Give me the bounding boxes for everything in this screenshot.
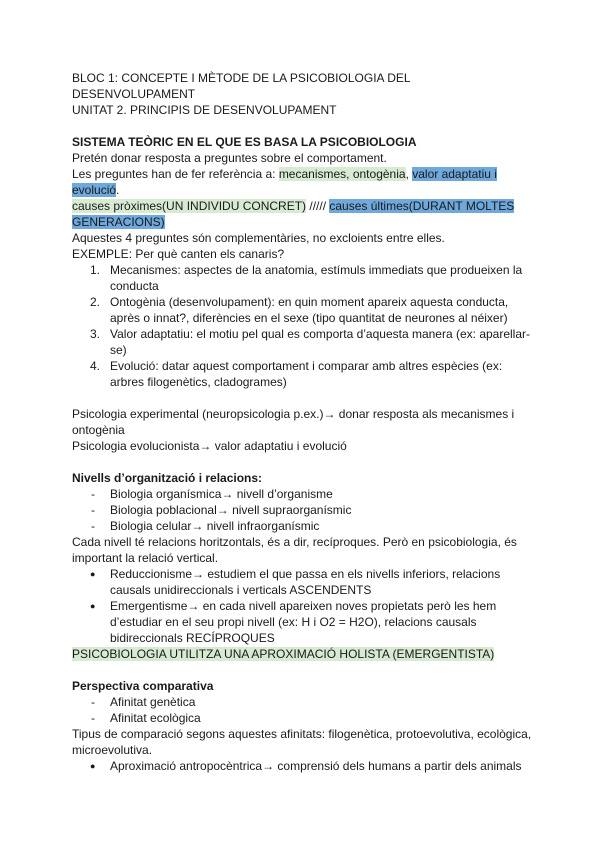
text-span: Les preguntes han de fer referència a: [72, 167, 279, 181]
section-1-paragraph-3 [72, 198, 532, 230]
highlight-green: PSICOBIOLOGIA UTILITZA UNA APROXIMACIÓ HOLISTA (EMERGENTISTA) [72, 647, 495, 661]
section-3-title: Perspectiva comparativa [72, 679, 214, 693]
highlight-green: mecanismes, ontogènia [278, 167, 406, 181]
list-item [72, 518, 532, 534]
header-line-3: UNITAT 2. PRINCIPIS DE DESENVOLUPAMENT [72, 103, 337, 117]
list-item-text: Afinitat genètica [110, 695, 196, 709]
section-1-paragraph-5: EXEMPLE: Per què canten els canaris? [72, 247, 285, 261]
list-item-text: Aproximació antropocèntrica→ comprensió dels humans a partir dels animals [110, 759, 522, 773]
numbered-list [72, 262, 532, 390]
bullet-marker: ● [90, 601, 96, 611]
section-1-paragraph-1: Pretén donar resposta a preguntes sobre el comportament. [72, 151, 387, 165]
list-item [72, 598, 532, 646]
list-marker: 1. [90, 263, 101, 277]
section-1-paragraph-6: Psicologia experimental (neuropsicologia p.ex.)→ donar resposta als mecanismes i ontogènia [72, 407, 515, 437]
highlight-blue: valor adaptatiu i evolució [72, 167, 497, 197]
list-item-text: Ontogènia (desenvolupament): en quin moment apareix aquesta conducta, après o innat?, diferències en el sexe (tipo quantitat de neurones al néixer) [110, 295, 509, 325]
list-item [72, 566, 532, 598]
dash-list [72, 486, 532, 534]
bullet-list [72, 758, 532, 774]
list-item [72, 694, 532, 710]
header-line-1: BLOC 1: CONCEPTE I MÈTODE DE LA PSICOBIOLOGIA DEL [72, 71, 411, 85]
section-1-paragraph-2 [72, 166, 532, 198]
list-item-text: Biologia celular→ nivell infraorganísmic [110, 519, 320, 533]
list-item-text: Reduccionisme→ estudiem el que passa en els nivells inferiors, relacions causals unidireccionals i verticals ASCENDENTS [110, 567, 501, 597]
bullet-marker: ● [90, 761, 96, 771]
list-item-text: Emergentisme→ en cada nivell apareixen noves propietats però les hem d’estudiar en el seu propi nivell (ex: H i O2 = H2O), relacions causals bidireccionals RECÍPROQUES [110, 599, 497, 645]
list-item [72, 502, 532, 518]
text-span: , [405, 167, 413, 181]
bullet-marker: ● [90, 569, 96, 579]
section-1-paragraph-7: Psicologia evolucionista→ valor adaptatiu i evolució [72, 439, 347, 453]
list-item-text: Mecanismes: aspectes de la anatomia, estímuls immediats que produeixen la conducta [110, 263, 523, 293]
list-item [72, 262, 532, 294]
text-span: . [116, 183, 120, 197]
list-marker: - [91, 487, 95, 501]
list-item [72, 358, 532, 390]
list-marker: - [91, 695, 95, 709]
list-item [72, 758, 532, 774]
document-body [72, 70, 532, 774]
section-1-paragraph-4: Aquestes 4 preguntes són complementàries, no excloients entre elles. [72, 231, 445, 245]
list-item-text: Afinitat ecològica [110, 711, 201, 725]
list-item [72, 326, 532, 358]
list-item-text: Biologia organísmica→ nivell d’organisme [110, 487, 333, 501]
section-1-title: SISTEMA TEÒRIC EN EL QUE ES BASA LA PSICOBIOLOGIA [72, 135, 417, 149]
section-2-title: Nivells d’organització i relacions: [72, 471, 263, 485]
list-marker: 4. [90, 359, 101, 373]
section-2-paragraph-2 [72, 646, 532, 662]
section-2-paragraph-1: Cada nivell té relacions horitzontals, és a dir, recíproques. Però en psicobiologia, és important la relació vertical. [72, 535, 517, 565]
list-item [72, 294, 532, 326]
list-item [72, 486, 532, 502]
text-span: ///// [306, 199, 330, 213]
header-line-2: DESENVOLUPAMENT [72, 87, 196, 101]
list-marker: - [91, 503, 95, 517]
list-marker: 3. [90, 327, 101, 341]
list-item [72, 710, 532, 726]
list-item-text: Evolució: datar aquest comportament i comparar amb altres espècies (ex: arbres filogenètics, cladogrames) [110, 359, 503, 389]
section-3-paragraph-1: Tipus de comparació segons aquestes afinitats: filogenètica, protoevolutiva, ecològica, microevolutiva. [72, 727, 532, 757]
list-item-text: Biologia poblacional→ nivell supraorganísmic [110, 503, 352, 517]
bullet-list [72, 566, 532, 646]
highlight-blue: causes últimes(DURANT MOLTES GENERACIONS) [72, 199, 515, 229]
highlight-green: causes pròximes(UN INDIVIDU CONCRET) [72, 199, 307, 213]
list-marker: 2. [90, 295, 101, 309]
list-marker: - [91, 519, 95, 533]
list-marker: - [91, 711, 95, 725]
dash-list [72, 694, 532, 726]
list-item-text: Valor adaptatiu: el motiu pel qual es comporta d’aquesta manera (ex: aparellar-se) [110, 327, 531, 357]
